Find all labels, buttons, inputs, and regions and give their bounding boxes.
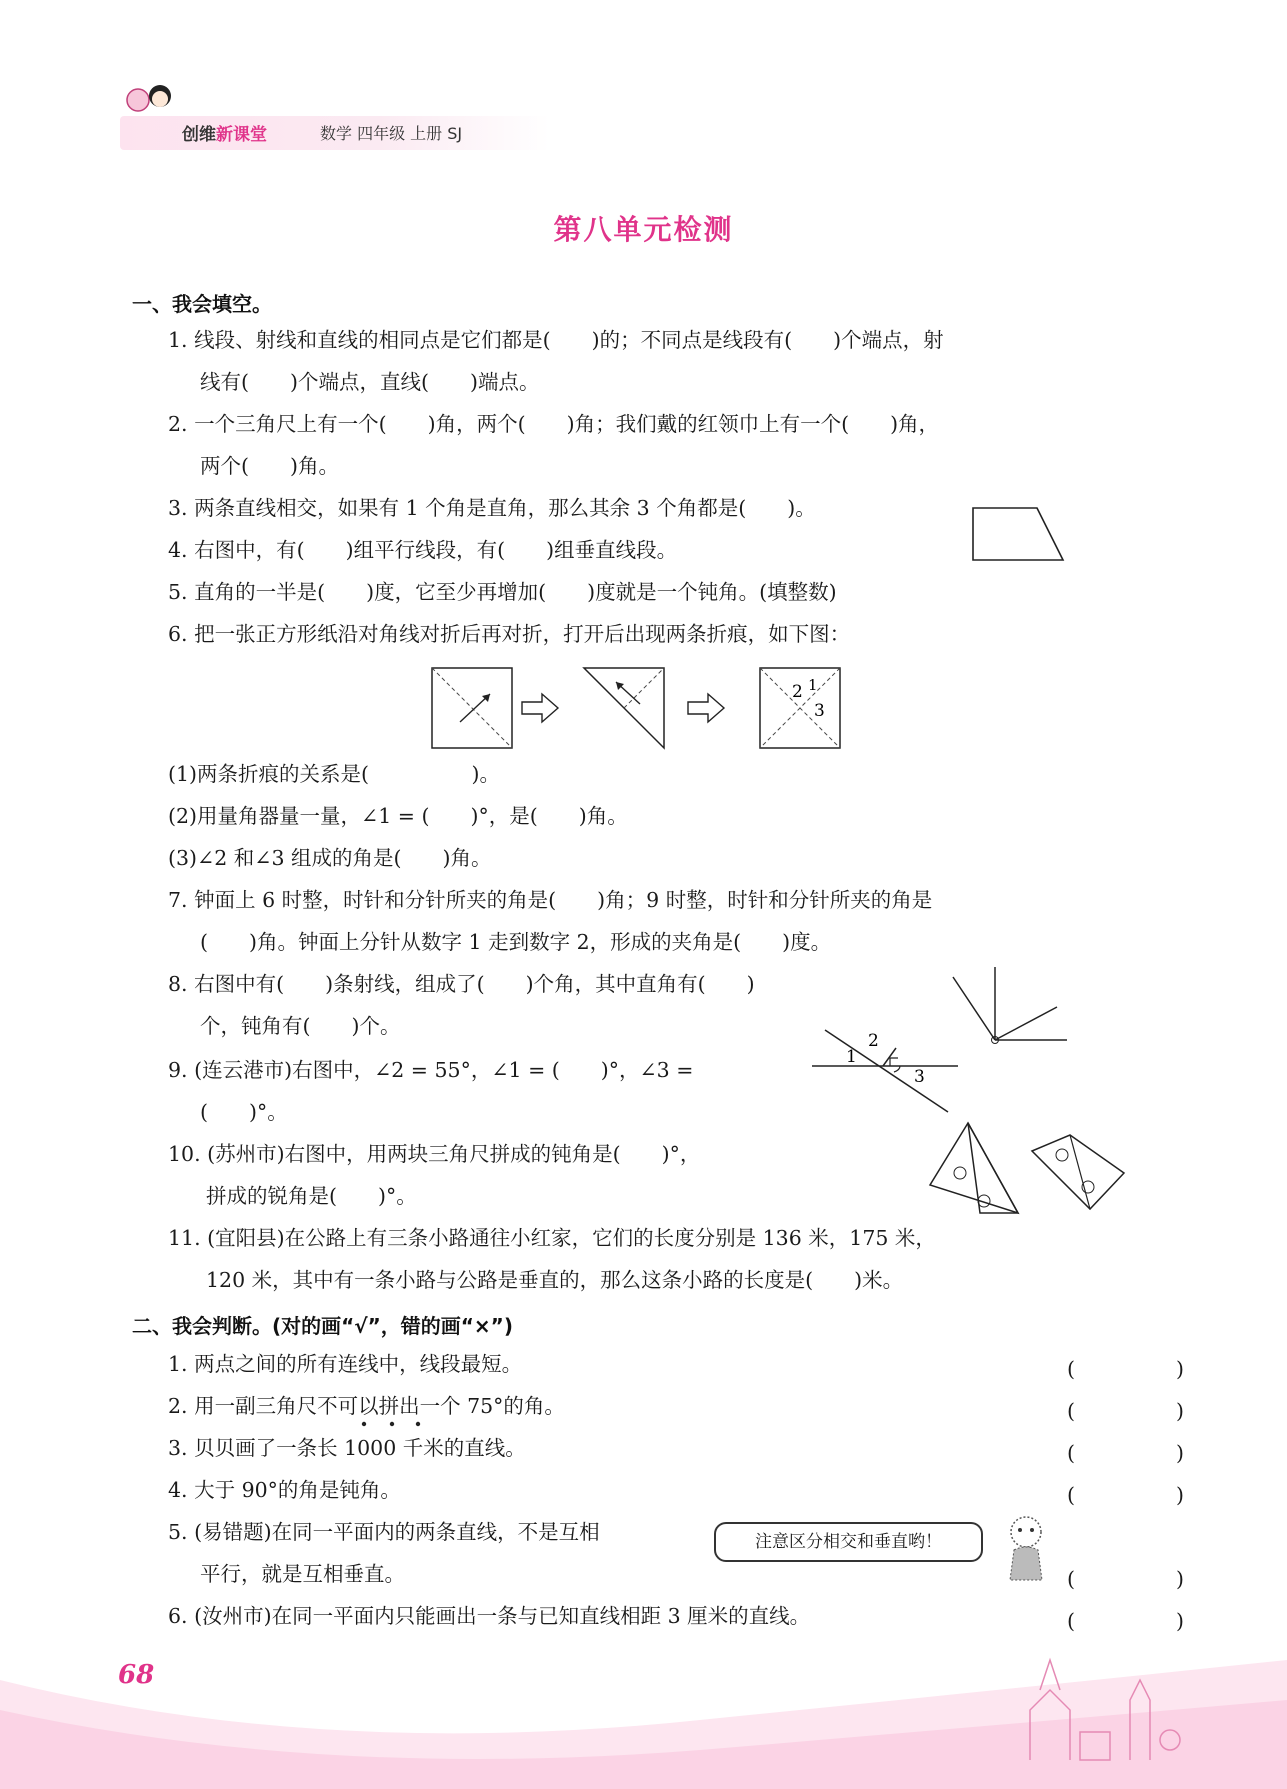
paper-fold-figures <box>430 660 850 760</box>
q1-line1: 1. 线段、射线和直线的相同点是它们都是( )的；不同点是线段有( )个端点，射 <box>168 328 944 352</box>
trapezoid-figure <box>965 500 1075 570</box>
q6-line: 6. 把一张正方形纸沿对角线对折后再对折，打开后出现两条折痕，如下图： <box>168 622 851 646</box>
fold-label-3: 3 <box>814 701 825 721</box>
angle-label-2: 2 <box>868 1031 879 1051</box>
q9-line2: ( )°。 <box>200 1100 288 1124</box>
section-2-heading: 二、我会判断。(对的画“√”，错的画“×”) <box>132 1314 513 1338</box>
judge-item-5-line1: 5. (易错题)在同一平面内的两条直线，不是互相 <box>168 1520 600 1544</box>
q6-sub1: (1)两条折痕的关系是( )。 <box>168 762 501 786</box>
q7-line1: 7. 钟面上 6 时整，时针和分针所夹的角是( )角；9 时整，时针和分针所夹的角是 <box>168 888 933 912</box>
tip-callout: 注意区分相交和垂直哟！ <box>714 1522 983 1562</box>
q10-line2: 拼成的锐角是( )°。 <box>206 1184 417 1208</box>
page-header <box>120 78 550 152</box>
judge-item-5-line2: 平行，就是互相垂直。 <box>200 1562 405 1586</box>
judge-item-4: 4. 大于 90°的角是钝角。 <box>168 1478 401 1502</box>
page-number: 68 <box>118 1660 155 1690</box>
q8-line1: 8. 右图中有( )条射线，组成了( )个角，其中直角有( ) <box>168 972 755 996</box>
judge-item-6: 6. (汝州市)在同一平面内只能画出一条与已知直线相距 3 厘米的直线。 <box>168 1604 811 1628</box>
q3-line: 3. 两条直线相交，如果有 1 个角是直角，那么其余 3 个角都是( )。 <box>168 496 816 520</box>
q8-line2: 个，钝角有( )个。 <box>200 1014 401 1038</box>
angle-figure <box>810 1020 960 1115</box>
judge-item-2: 2. 用一副三角尺不可以拼出一个 75°的角。 <box>168 1394 565 1418</box>
q9-line1: 9. (连云港市)右图中，∠2 = 55°，∠1 = ( )°，∠3 = <box>168 1058 694 1082</box>
q2-line1: 2. 一个三角尺上有一个( )角，两个( )角；我们戴的红领巾上有一个( )角， <box>168 412 940 436</box>
answer-paren-4[interactable]: ( ) <box>1067 1483 1204 1507</box>
footer-decoration <box>0 1640 1287 1789</box>
angle-label-1: 1 <box>846 1047 857 1067</box>
emphasis-dots <box>358 1420 430 1428</box>
q5-line: 5. 直角的一半是( )度，它至少再增加( )度就是一个钝角。(填整数) <box>168 580 837 604</box>
judge-item-1: 1. 两点之间的所有连线中，线段最短。 <box>168 1352 523 1376</box>
answer-paren-1[interactable]: ( ) <box>1067 1357 1204 1381</box>
fold-label-2: 2 <box>792 682 803 702</box>
q6-sub3: (3)∠2 和∠3 组成的角是( )角。 <box>168 846 492 870</box>
cartoon-boy-icon <box>992 1510 1062 1590</box>
page-title: 第八单元检测 <box>553 213 734 246</box>
q11-line2: 120 米，其中有一条小路与公路是垂直的，那么这条小路的长度是( )米。 <box>206 1268 904 1292</box>
angle-label-3: 3 <box>914 1067 925 1087</box>
rays-figure <box>945 965 1075 1055</box>
q10-line1: 10. (苏州市)右图中，用两块三角尺拼成的钝角是( )°， <box>168 1142 701 1166</box>
answer-paren-3[interactable]: ( ) <box>1067 1441 1204 1465</box>
q2-line2: 两个( )角。 <box>200 454 339 478</box>
q7-line2: ( )角。钟面上分针从数字 1 走到数字 2，形成的夹角是( )度。 <box>200 930 832 954</box>
fold-label-1: 1 <box>808 676 818 694</box>
answer-paren-5[interactable]: ( ) <box>1067 1567 1204 1591</box>
q4-line: 4. 右图中，有( )组平行线段，有( )组垂直线段。 <box>168 538 678 562</box>
answer-paren-6[interactable]: ( ) <box>1067 1609 1204 1633</box>
answer-paren-2[interactable]: ( ) <box>1067 1399 1204 1423</box>
brand-name: 创维新课堂 <box>182 125 267 145</box>
q11-line1: 11. (宜阳县)在公路上有三条小路通往小红家，它们的长度分别是 136 米，175 米， <box>168 1226 936 1250</box>
q6-sub2: (2)用量角器量一量，∠1 = ( )°，是( )角。 <box>168 804 628 828</box>
q1-line2: 线有( )个端点，直线( )端点。 <box>200 370 540 394</box>
section-1-heading: 一、我会填空。 <box>132 292 272 316</box>
set-squares-figure <box>920 1115 1130 1225</box>
book-subtitle: 数学 四年级 上册 SJ <box>320 124 463 143</box>
judge-item-3: 3. 贝贝画了一条长 1000 千米的直线。 <box>168 1436 526 1460</box>
